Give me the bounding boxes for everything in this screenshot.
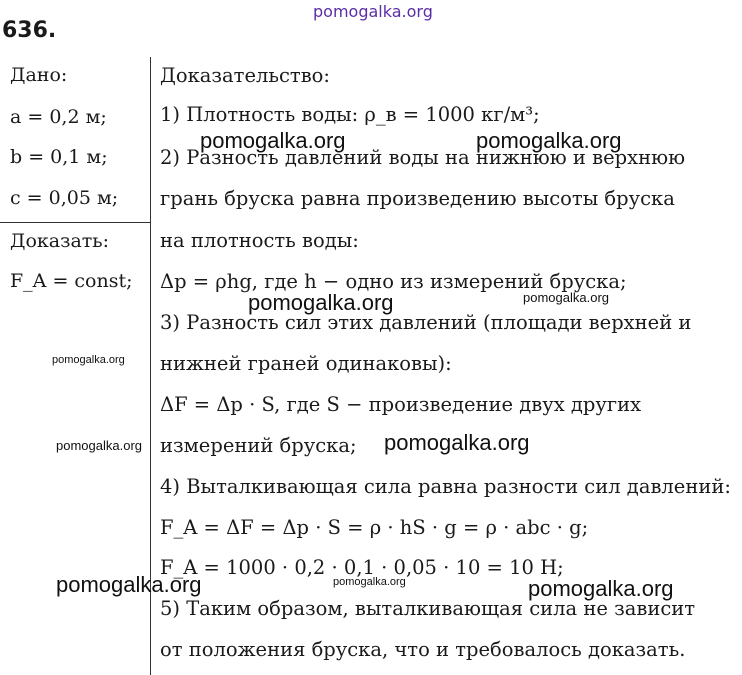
proof-line-11: F_A = ΔF = Δp · S = ρ · hS · g = ρ · abc · g; [160,516,589,539]
given-divider [0,222,151,223]
prove-title: Доказать: [10,230,110,252]
proof-line-8: ΔF = Δp · S, где S − произведение двух других [160,393,642,416]
given-a: a = 0,2 м; [10,106,107,128]
proof-line-14: от положения бруска, что и требовалось доказать. [160,638,686,661]
watermark: pomogalka.org [56,572,202,597]
proof-line-2: 2) Разность давлений воды на нижнюю и верхнюю [160,146,686,169]
proof-line-1: 1) Плотность воды: ρ_в = 1000 кг/м³; [160,103,540,126]
watermark: pomogalka.org [248,290,394,315]
watermark: pomogalka.org [476,128,622,153]
proof-line-13: 5) Таким образом, выталкивающая сила не зависит [160,597,696,620]
prove-statement: F_A = const; [10,270,133,292]
given-title: Дано: [10,64,68,86]
watermark: pomogalka.org [523,290,609,305]
proof-line-6: 3) Разность сил этих давлений (площади верхней и [160,311,692,334]
proof-line-10: 4) Выталкивающая сила равна разности сил давлений: [160,475,731,498]
site-link[interactable]: pomogalka.org [313,2,433,21]
watermark: pomogalka.org [56,438,142,453]
proof-line-7: нижней граней одинаковы): [160,352,452,375]
watermark: pomogalka.org [52,354,125,366]
watermark: pomogalka.org [528,576,674,601]
given-b: b = 0,1 м; [10,146,108,168]
proof-line-9: измерений бруска; [160,434,357,457]
problem-number: 636. [2,18,57,43]
watermark: pomogalka.org [384,430,530,455]
proof-line-12: F_A = 1000 · 0,2 · 0,1 · 0,05 · 10 = 10 Н; [160,556,564,579]
watermark: pomogalka.org [333,576,406,588]
watermark: pomogalka.org [200,128,346,153]
proof-line-5: Δp = ρhg, где h − одно из измерений бруска; [160,270,627,293]
proof-line-3: грань бруска равна произведению высоты бруска [160,187,675,210]
proof-line-4: на плотность воды: [160,229,359,252]
given-c: c = 0,05 м; [10,187,119,209]
proof-title: Доказательство: [160,64,330,87]
